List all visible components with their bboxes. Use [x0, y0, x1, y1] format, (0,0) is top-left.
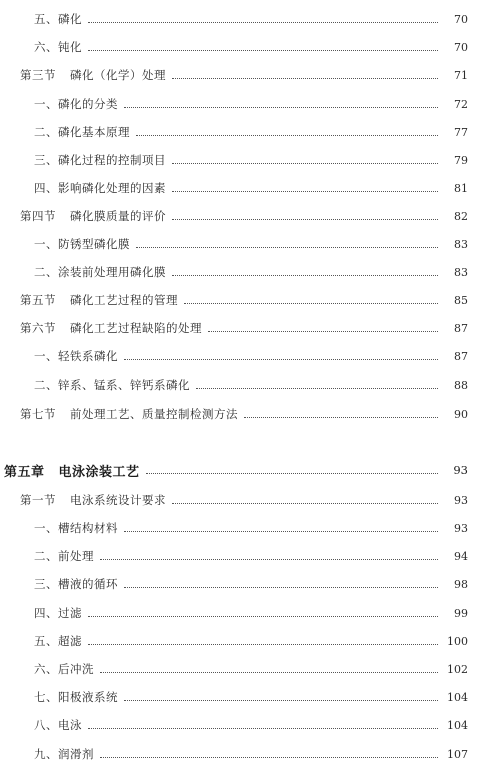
toc-entry [0, 94, 490, 114]
section-number: 第七节 [20, 407, 56, 421]
page-number: 88 [454, 378, 468, 392]
page-number: 93 [454, 493, 468, 507]
toc-entry [0, 631, 490, 651]
entry-title: 一、防锈型磷化膜 [34, 237, 130, 251]
section-number: 第五节 [20, 293, 56, 307]
toc-chapter-entry [0, 460, 490, 480]
toc-entry [0, 603, 490, 623]
page-number: 93 [454, 521, 468, 535]
page-number: 107 [447, 747, 468, 761]
page-number: 77 [454, 125, 468, 139]
dot-leader [136, 246, 438, 248]
dot-leader [172, 218, 438, 220]
page-number: 82 [454, 209, 468, 223]
dot-leader [124, 530, 438, 532]
dot-leader [244, 416, 438, 418]
entry-title: 三、槽液的循环 [34, 577, 118, 591]
toc-section-entry [0, 290, 490, 310]
chapter-title: 电泳涂装工艺 [58, 464, 140, 480]
dot-leader [88, 21, 438, 23]
entry-title: 四、影响磷化处理的因素 [34, 181, 166, 195]
toc-entry [0, 715, 490, 735]
entry-title: 磷化工艺过程的管理 [70, 293, 178, 307]
toc-entry [0, 346, 490, 366]
toc-section-entry [0, 65, 490, 85]
dot-leader [172, 162, 438, 164]
section-number: 第四节 [20, 209, 56, 223]
entry-title: 二、涂装前处理用磷化膜 [34, 265, 166, 279]
dot-leader [196, 387, 438, 389]
page-number: 104 [447, 718, 468, 732]
page-number: 94 [454, 549, 468, 563]
entry-title: 五、超滤 [34, 634, 82, 648]
entry-title: 磷化膜质量的评价 [70, 209, 166, 223]
entry-title: 六、钝化 [34, 40, 82, 54]
section-number: 第六节 [20, 321, 56, 335]
page-number: 90 [454, 407, 468, 421]
page-number: 83 [454, 237, 468, 251]
dot-leader [100, 671, 438, 673]
entry-title: 一、槽结构材料 [34, 521, 118, 535]
toc-entry [0, 262, 490, 282]
page-number: 85 [454, 293, 468, 307]
dot-leader [172, 502, 438, 504]
entry-title: 二、锌系、锰系、锌钙系磷化 [34, 378, 190, 392]
toc-entry [0, 546, 490, 566]
dot-leader [184, 302, 438, 304]
entry-title: 一、轻铁系磷化 [34, 349, 118, 363]
page-number: 102 [447, 662, 468, 676]
page-number: 71 [454, 68, 468, 82]
entry-title: 八、电泳 [34, 718, 82, 732]
entry-title: 二、前处理 [34, 549, 94, 563]
toc-section-entry [0, 318, 490, 338]
entry-title: 一、磷化的分类 [34, 97, 118, 111]
entry-title: 磷化（化学）处理 [70, 68, 166, 82]
dot-leader [124, 358, 438, 360]
entry-title: 前处理工艺、质量控制检测方法 [70, 407, 238, 421]
dot-leader [124, 106, 438, 108]
dot-leader [124, 699, 438, 701]
page-number: 100 [447, 634, 468, 648]
page-number: 98 [454, 577, 468, 591]
page-number: 70 [454, 12, 468, 26]
dot-leader [172, 190, 438, 192]
entry-title: 五、磷化 [34, 12, 82, 26]
entry-title: 二、磷化基本原理 [34, 125, 130, 139]
dot-leader [124, 586, 438, 588]
entry-title: 四、过滤 [34, 606, 82, 620]
dot-leader [146, 472, 438, 474]
section-number: 第一节 [20, 493, 56, 507]
dot-leader [100, 558, 438, 560]
dot-leader [88, 49, 438, 51]
toc-entry [0, 687, 490, 707]
dot-leader [100, 756, 438, 758]
entry-title: 九、润滑剂 [34, 747, 94, 761]
toc-entry [0, 574, 490, 594]
toc-entry [0, 375, 490, 395]
entry-title: 磷化工艺过程缺陷的处理 [70, 321, 202, 335]
dot-leader [136, 134, 438, 136]
toc-section-entry [0, 404, 490, 424]
dot-leader [172, 274, 438, 276]
entry-title: 三、磷化过程的控制项目 [34, 153, 166, 167]
toc-section-entry [0, 206, 490, 226]
page-number: 70 [454, 40, 468, 54]
page-number: 72 [454, 97, 468, 111]
toc-section-entry [0, 490, 490, 510]
toc-entry [0, 122, 490, 142]
page-number: 81 [454, 181, 468, 195]
toc-entry [0, 744, 490, 764]
section-number: 第三节 [20, 68, 56, 82]
page-number: 79 [454, 153, 468, 167]
dot-leader [88, 643, 438, 645]
toc-entry [0, 659, 490, 679]
dot-leader [172, 77, 438, 79]
page-number: 104 [447, 690, 468, 704]
entry-title: 电泳系统设计要求 [70, 493, 166, 507]
page-number: 87 [454, 349, 468, 363]
toc-entry [0, 9, 490, 29]
dot-leader [88, 615, 438, 617]
entry-title: 七、阳极液系统 [34, 690, 118, 704]
page-number: 83 [454, 265, 468, 279]
chapter-number: 第五章 [4, 464, 45, 480]
toc-entry [0, 518, 490, 538]
page-number: 99 [454, 606, 468, 620]
entry-title: 六、后冲洗 [34, 662, 94, 676]
page-number: 93 [453, 463, 468, 477]
toc-entry [0, 37, 490, 57]
toc-entry [0, 150, 490, 170]
toc-entry [0, 178, 490, 198]
toc-entry [0, 234, 490, 254]
dot-leader [88, 727, 438, 729]
page-number: 87 [454, 321, 468, 335]
dot-leader [208, 330, 438, 332]
